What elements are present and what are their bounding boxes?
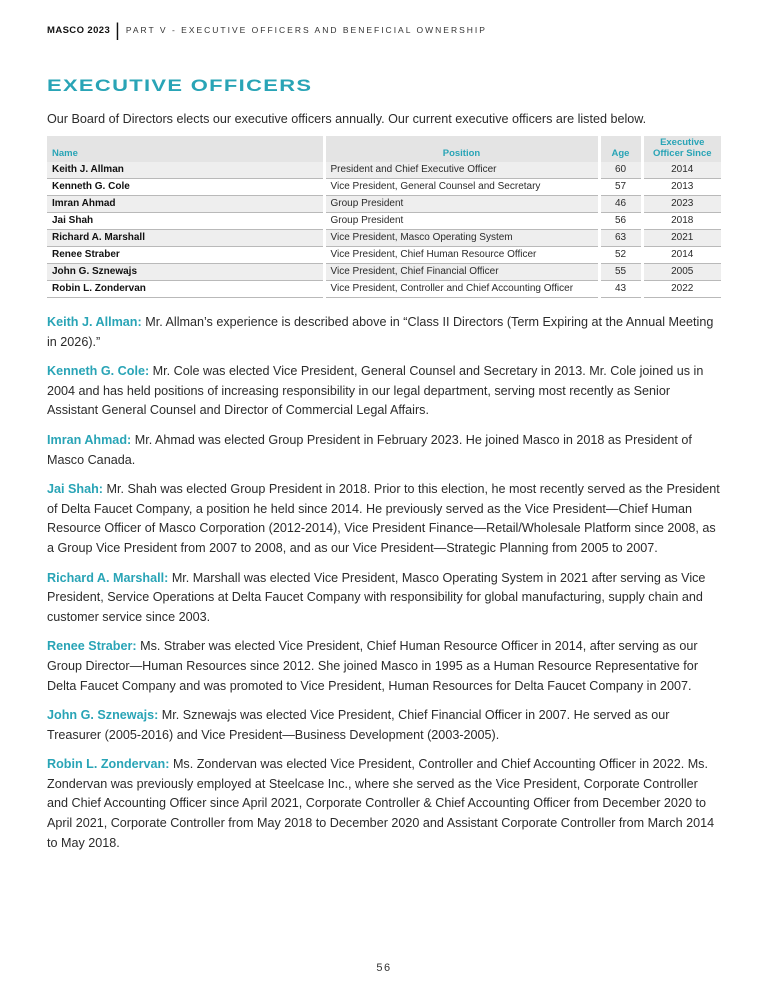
table-row bbox=[47, 247, 721, 264]
bio-paragraph-zondervan bbox=[47, 755, 721, 853]
cell-position: Vice President, Controller and Chief Accounting Officer bbox=[324, 281, 599, 298]
table-row bbox=[47, 162, 721, 179]
bio-officer-name: Imran Ahmad: bbox=[47, 432, 132, 447]
cell-position: Vice President, Masco Operating System bbox=[324, 230, 599, 247]
cell-name: Jai Shah bbox=[47, 213, 324, 230]
bio-paragraph-allman bbox=[47, 313, 721, 352]
cell-age: 46 bbox=[599, 196, 642, 213]
bio-text: Mr. Sznewajs was elected Vice President, Chief Financial Officer in 2007. He served as our Treasurer (2005-2016) and Vice President—Business Development (2003-2005). bbox=[47, 708, 670, 742]
cell-position: Group President bbox=[324, 213, 599, 230]
cell-age: 60 bbox=[599, 162, 642, 179]
bio-text: Mr. Marshall was elected Vice President, Masco Operating System in 2021 after serving as Vice President, Service Operations at Delta Faucet Company with responsibility for global manufacturing, supply chain and customer service since 2003. bbox=[47, 570, 706, 624]
officer-biographies bbox=[47, 313, 721, 863]
table-row bbox=[47, 179, 721, 196]
bio-text: Mr. Allman’s experience is described above in “Class II Directors (Term Expiring at the Annual Meeting in 2026).” bbox=[47, 315, 714, 349]
cell-name: Renee Straber bbox=[47, 247, 324, 264]
bio-officer-name: Richard A. Marshall: bbox=[47, 570, 169, 585]
report-brand: MASCO 2023 bbox=[47, 24, 111, 36]
table-row bbox=[47, 230, 721, 247]
bio-paragraph-cole bbox=[47, 362, 721, 421]
cell-name: Imran Ahmad bbox=[47, 196, 324, 213]
bio-text: Ms. Straber was elected Vice President, Chief Human Resource Officer in 2014, after serving as our Group Director—Human Resources since 2012. She joined Masco in 1995 as a Human Resource Representative for Delta Faucet Company and was promoted to Vice President, Human Resources for Delta Faucet Company in 2007. bbox=[47, 639, 699, 693]
column-header-officer-since-line1: Executive bbox=[660, 137, 705, 148]
cell-name: John G. Sznewajs bbox=[47, 264, 324, 281]
bio-paragraph-marshall bbox=[47, 569, 721, 628]
bio-officer-name: John G. Sznewajs: bbox=[47, 708, 159, 723]
column-header-position: Position bbox=[324, 136, 599, 162]
cell-officer-since: 2014 bbox=[642, 247, 721, 264]
cell-name: Robin L. Zondervan bbox=[47, 281, 324, 298]
table-row bbox=[47, 281, 721, 298]
running-header bbox=[47, 21, 487, 39]
cell-position: Vice President, Chief Financial Officer bbox=[324, 264, 599, 281]
cell-officer-since: 2018 bbox=[642, 213, 721, 230]
cell-officer-since: 2014 bbox=[642, 162, 721, 179]
cell-officer-since: 2023 bbox=[642, 196, 721, 213]
bio-paragraph-straber bbox=[47, 637, 721, 696]
column-header-age: Age bbox=[599, 136, 642, 162]
cell-name: Richard A. Marshall bbox=[47, 230, 324, 247]
column-header-officer-since-line2: Officer Since bbox=[652, 148, 712, 159]
bio-text: Ms. Zondervan was elected Vice President, Controller and Chief Accounting Officer in 2022. Ms. Zondervan was previously employed at Steelcase Inc., where she served as the Vice President, Corporate Controller and Chief Accounting Officer since April 2021, Corporate Controller & Chief Accounting Officer from December 2020 to April 2021, Corporate Controller from May 2018 to December 2020 and Assistant Corporate Controller from March 2014 to May 2018. bbox=[47, 757, 715, 850]
cell-age: 43 bbox=[599, 281, 642, 298]
header-separator: | bbox=[115, 20, 120, 40]
bio-paragraph-sznewajs bbox=[47, 706, 721, 745]
cell-age: 55 bbox=[599, 264, 642, 281]
cell-officer-since: 2022 bbox=[642, 281, 721, 298]
cell-age: 57 bbox=[599, 179, 642, 196]
cell-position: Vice President, General Counsel and Secretary bbox=[324, 179, 599, 196]
cell-age: 56 bbox=[599, 213, 642, 230]
page-title: EXECUTIVE OFFICERS bbox=[47, 77, 313, 95]
bio-officer-name: Renee Straber: bbox=[47, 639, 137, 654]
bio-text: Mr. Cole was elected Vice President, General Counsel and Secretary in 2013. Mr. Cole joined us in 2004 and has held positions of increasing responsibility in our legal department, serving most recently as Senior Assistant General Counsel and Director of Commercial Legal Affairs. bbox=[47, 364, 704, 418]
cell-name: Kenneth G. Cole bbox=[47, 179, 324, 196]
table-row bbox=[47, 213, 721, 230]
cell-age: 63 bbox=[599, 230, 642, 247]
intro-paragraph: Our Board of Directors elects our executive officers annually. Our current executive officers are listed below. bbox=[47, 112, 647, 126]
bio-paragraph-shah bbox=[47, 480, 721, 558]
page-number: 56 bbox=[376, 962, 392, 974]
cell-position: Group President bbox=[324, 196, 599, 213]
bio-text: Mr. Ahmad was elected Group President in February 2023. He joined Masco in 2018 as President of Masco Canada. bbox=[47, 432, 692, 467]
column-header-officer-since bbox=[642, 136, 721, 162]
table-row bbox=[47, 264, 721, 281]
table-header-row bbox=[47, 136, 721, 162]
cell-name: Keith J. Allman bbox=[47, 162, 324, 179]
bio-officer-name: Keith J. Allman: bbox=[47, 315, 142, 329]
table-row bbox=[47, 196, 721, 213]
cell-age: 52 bbox=[599, 247, 642, 264]
bio-officer-name: Robin L. Zondervan: bbox=[47, 757, 170, 772]
bio-officer-name: Kenneth G. Cole: bbox=[47, 364, 150, 379]
executive-officers-table bbox=[47, 136, 721, 298]
cell-officer-since: 2013 bbox=[642, 179, 721, 196]
cell-officer-since: 2021 bbox=[642, 230, 721, 247]
bio-text: Mr. Shah was elected Group President in 2018. Prior to this election, he most recently served as the President of Delta Faucet Company, a position he held since 2014. He previously served as the Vice President—Chief Human Resource Officer of Masco Corporation (2012-2014), Vice President Finance—Retail/Wholesale Platform since 2008, as a Group Vice President from 2007 to 2008, and as our Vice President—Strategic Planning from 2005 to 2007. bbox=[47, 482, 720, 555]
cell-position: Vice President, Chief Human Resource Officer bbox=[324, 247, 599, 264]
section-breadcrumb: PART V - EXECUTIVE OFFICERS AND BENEFICIAL OWNERSHIP bbox=[125, 25, 487, 35]
cell-position: President and Chief Executive Officer bbox=[324, 162, 599, 179]
bio-officer-name: Jai Shah: bbox=[47, 482, 103, 497]
column-header-name: Name bbox=[47, 136, 324, 162]
cell-officer-since: 2005 bbox=[642, 264, 721, 281]
bio-paragraph-ahmad bbox=[47, 431, 721, 470]
